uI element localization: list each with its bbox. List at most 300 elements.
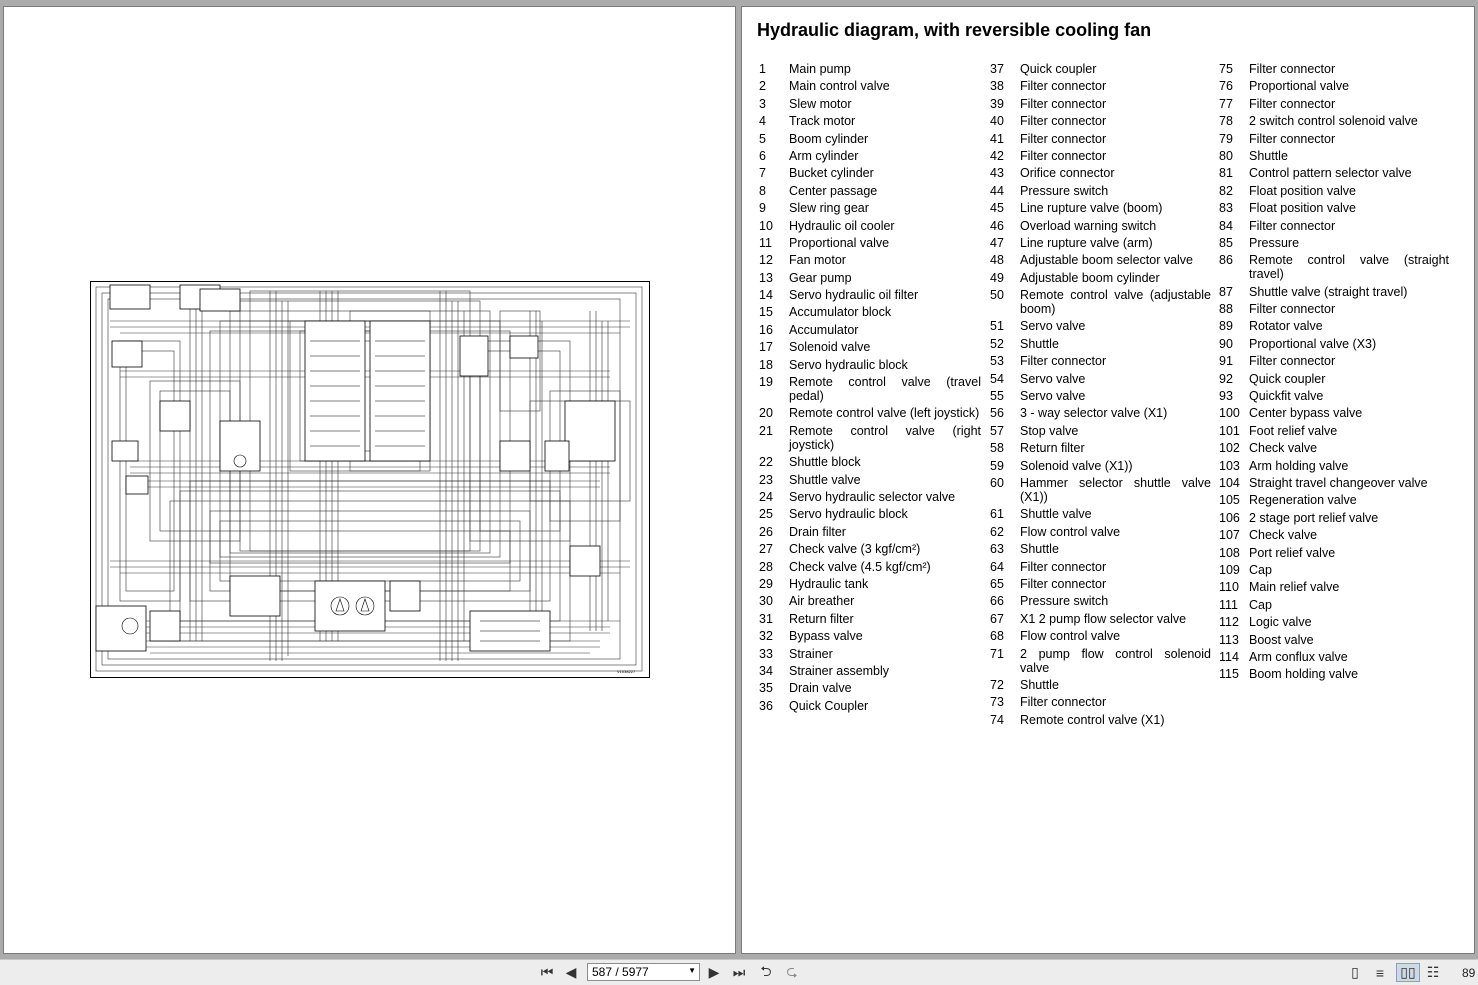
legend-number: 92 — [1219, 371, 1233, 386]
legend-item — [759, 79, 981, 93]
legend-item — [990, 114, 1211, 128]
legend-label: Filter connector — [1020, 96, 1107, 111]
legend-item — [1219, 441, 1449, 455]
legend-item — [1219, 598, 1449, 612]
legend-item — [1219, 580, 1449, 594]
legend-item — [759, 681, 981, 695]
legend-item — [990, 612, 1211, 626]
legend-label: Filter connector — [1020, 79, 1107, 94]
legend-item — [990, 271, 1211, 285]
legend-label: X1 2 pump flow selector valve — [1020, 611, 1187, 626]
legend-label: Air breather — [789, 594, 855, 609]
legend-label: Pressure switch — [1020, 594, 1109, 609]
legend-item — [1219, 372, 1449, 386]
go-back-icon[interactable]: ⮌ — [760, 962, 772, 979]
legend-label: Accumulator block — [789, 305, 892, 320]
legend-label: Shuttle valve — [789, 472, 861, 487]
legend-item — [1219, 424, 1449, 438]
legend-item — [990, 62, 1211, 76]
legend-label: Remote control valve (straight travel) — [1249, 253, 1449, 282]
legend-item — [1219, 285, 1449, 299]
facing-continuous-icon[interactable]: ☷ — [1426, 964, 1440, 980]
legend-number: 115 — [1219, 667, 1239, 682]
legend-item — [759, 114, 981, 128]
legend-number: 90 — [1219, 336, 1233, 351]
legend-number: 32 — [759, 629, 773, 644]
legend-label: Arm conflux valve — [1249, 649, 1348, 664]
legend-label: Arm holding valve — [1249, 458, 1349, 473]
legend-number: 60 — [990, 475, 1004, 490]
legend-number: 9 — [759, 201, 766, 216]
legend-number: 28 — [759, 559, 773, 574]
legend-number: 21 — [759, 423, 773, 438]
legend-item — [759, 664, 981, 678]
legend-number: 91 — [1219, 354, 1233, 369]
legend-item — [759, 219, 981, 233]
legend-item — [1219, 546, 1449, 560]
legend-label: Main relief valve — [1249, 580, 1340, 595]
legend-number: 114 — [1219, 649, 1239, 664]
continuous-icon[interactable]: ≡ — [1375, 964, 1385, 981]
legend-number: 85 — [1219, 235, 1233, 250]
legend-label: Shuttle valve (straight travel) — [1249, 284, 1408, 299]
legend-item — [1219, 476, 1449, 490]
legend-number: 109 — [1219, 562, 1240, 577]
legend-number: 56 — [990, 406, 1004, 421]
legend-label: Filter connector — [1020, 559, 1107, 574]
legend-item — [759, 699, 981, 713]
legend-item — [1219, 184, 1449, 198]
legend-number: 75 — [1219, 62, 1233, 76]
legend-number: 100 — [1219, 406, 1240, 421]
legend-label: Shuttle — [1020, 336, 1059, 351]
legend-number: 4 — [759, 114, 766, 129]
legend-number: 107 — [1219, 528, 1240, 543]
legend-item — [990, 406, 1211, 420]
legend-label: Overload warning switch — [1020, 218, 1157, 233]
legend-label: Solenoid valve (X1)) — [1020, 458, 1133, 473]
legend-item — [990, 507, 1211, 521]
legend-item — [1219, 493, 1449, 507]
legend-number: 6 — [759, 148, 766, 163]
legend-item — [759, 455, 981, 469]
legend-label: 3 - way selector valve (X1) — [1020, 406, 1168, 421]
legend-number: 15 — [759, 305, 773, 320]
legend-label: Gear pump — [789, 270, 852, 285]
legend-label: Shuttle — [1020, 542, 1059, 557]
legend-number: 2 — [759, 79, 766, 94]
legend-item — [759, 236, 981, 250]
legend-column-3 — [1219, 62, 1449, 685]
page-title: Hydraulic diagram, with reversible cooling fan — [757, 20, 1152, 40]
legend-label: Remote control valve (right joystick) — [789, 423, 981, 452]
legend-number: 71 — [990, 646, 1004, 661]
legend-label: Line rupture valve (arm) — [1020, 235, 1153, 250]
legend-item — [1219, 319, 1449, 333]
legend-number: 112 — [1219, 615, 1239, 630]
legend-label: Shuttle block — [789, 455, 861, 470]
legend-label: Orifice connector — [1020, 166, 1115, 181]
legend-item — [759, 358, 981, 372]
legend-item — [990, 219, 1211, 233]
legend-label: Filter connector — [1020, 114, 1107, 129]
legend-number: 14 — [759, 288, 773, 303]
right-page — [741, 6, 1475, 954]
legend-number: 23 — [759, 472, 773, 487]
legend-item — [1219, 79, 1449, 93]
legend-number: 3 — [759, 96, 766, 111]
legend-number: 8 — [759, 183, 766, 198]
legend-item — [759, 97, 981, 111]
legend-item — [1219, 97, 1449, 111]
legend-label: Control pattern selector valve — [1249, 166, 1412, 181]
legend-number: 88 — [1219, 302, 1233, 317]
legend-label: Remote control valve (travel pedal) — [789, 375, 981, 404]
legend-item — [759, 577, 981, 591]
legend-item — [990, 354, 1211, 368]
legend-item — [990, 424, 1211, 438]
legend-number: 17 — [759, 340, 773, 355]
legend-item — [1219, 132, 1449, 146]
legend-item — [990, 577, 1211, 591]
legend-item — [759, 424, 981, 452]
legend-label: Filter connector — [1249, 302, 1336, 317]
legend-item — [1219, 354, 1449, 368]
legend-label: Strainer assembly — [789, 663, 890, 678]
legend-label: Return filter — [789, 611, 854, 626]
legend-label: Shuttle valve — [1020, 507, 1092, 522]
legend-column-1 — [759, 62, 981, 716]
legend-item — [1219, 615, 1449, 629]
legend-number: 87 — [1219, 284, 1233, 299]
legend-number: 110 — [1219, 580, 1239, 595]
legend-label: Servo hydraulic oil filter — [789, 288, 919, 303]
legend-item — [990, 713, 1211, 727]
legend-number: 74 — [990, 712, 1004, 727]
go-forward-icon[interactable]: ⮎ — [786, 962, 798, 979]
legend-label: Center passage — [789, 183, 878, 198]
legend-label: Stop valve — [1020, 423, 1079, 438]
legend-item — [759, 305, 981, 319]
legend-number: 44 — [990, 183, 1004, 198]
legend-number: 86 — [1219, 253, 1233, 268]
legend-number: 48 — [990, 253, 1004, 268]
legend-number: 27 — [759, 542, 773, 557]
legend-number: 93 — [1219, 389, 1233, 404]
legend-label: Quickfit valve — [1249, 389, 1324, 404]
legend-item — [759, 166, 981, 180]
legend-number: 104 — [1219, 475, 1240, 490]
legend-number: 26 — [759, 524, 773, 539]
legend-number: 54 — [990, 371, 1004, 386]
legend-item — [759, 253, 981, 267]
legend-label: Slew motor — [789, 96, 852, 111]
legend-number: 45 — [990, 201, 1004, 216]
legend-label: Filter connector — [1020, 576, 1107, 591]
legend-item — [1219, 511, 1449, 525]
legend-label: Pressure — [1249, 235, 1300, 250]
legend-item — [990, 441, 1211, 455]
legend-item — [1219, 563, 1449, 577]
legend-item — [990, 97, 1211, 111]
legend-item — [759, 271, 981, 285]
legend-label: Rotator valve — [1249, 319, 1323, 334]
legend-item — [990, 476, 1211, 504]
legend-item — [1219, 149, 1449, 163]
legend-item — [990, 236, 1211, 250]
legend-label: Boom cylinder — [789, 131, 869, 146]
legend-item — [759, 406, 981, 420]
legend-item — [990, 149, 1211, 163]
legend-item — [759, 132, 981, 146]
legend-item — [990, 560, 1211, 574]
legend-label: Proportional valve — [1249, 79, 1350, 94]
legend-number: 102 — [1219, 441, 1240, 456]
legend-label: Check valve (4.5 kgf/cm²) — [789, 559, 931, 574]
legend-number: 53 — [990, 354, 1004, 369]
legend-label: Cap — [1249, 562, 1272, 577]
legend-label: Shuttle — [1020, 677, 1059, 692]
legend-number: 12 — [759, 253, 773, 268]
legend-item — [990, 695, 1211, 709]
legend-label: Check valve (3 kgf/cm²) — [789, 542, 921, 557]
legend-label: Accumulator — [789, 322, 859, 337]
legend-item — [759, 612, 981, 626]
legend-label: 2 stage port relief valve — [1249, 510, 1379, 525]
legend-number: 22 — [759, 455, 773, 470]
legend-item — [759, 490, 981, 504]
legend-label: Solenoid valve — [789, 340, 871, 355]
legend-item — [1219, 219, 1449, 233]
legend-number: 58 — [990, 441, 1004, 456]
legend-label: Regeneration valve — [1249, 493, 1357, 508]
legend-item — [990, 79, 1211, 93]
legend-label: Adjustable boom selector valve — [1020, 253, 1194, 268]
legend-item — [759, 149, 981, 163]
legend-item — [1219, 528, 1449, 542]
prev-page-icon[interactable]: ◀ — [565, 964, 577, 980]
legend-label: Logic valve — [1249, 615, 1312, 630]
legend-label: Boost valve — [1249, 632, 1314, 647]
legend-number: 61 — [990, 507, 1004, 522]
legend-label: Flow control valve — [1020, 524, 1121, 539]
legend-item — [990, 389, 1211, 403]
legend-number: 108 — [1219, 545, 1240, 560]
legend-label: Boom holding valve — [1249, 667, 1359, 682]
legend-number: 101 — [1219, 423, 1240, 438]
legend-label: Fan motor — [789, 253, 846, 268]
legend-number: 40 — [990, 114, 1004, 129]
legend-item — [1219, 650, 1449, 664]
legend-number: 105 — [1219, 493, 1240, 508]
legend-label: Pressure switch — [1020, 183, 1109, 198]
zoom-level[interactable]: 89 — [1462, 966, 1476, 980]
legend-number: 52 — [990, 336, 1004, 351]
legend-number: 31 — [759, 611, 773, 626]
first-page-icon[interactable]: ⏮ — [540, 964, 554, 980]
facing-icon[interactable]: ▯▯ — [1396, 963, 1420, 982]
legend-number: 57 — [990, 423, 1004, 438]
left-page — [3, 6, 736, 954]
legend-item — [1219, 667, 1449, 681]
legend-item — [990, 542, 1211, 556]
legend-column-2 — [990, 62, 1211, 730]
legend-label: Quick coupler — [1020, 62, 1097, 76]
legend-number: 25 — [759, 507, 773, 522]
legend-label: Filter connector — [1249, 218, 1336, 233]
legend-number: 73 — [990, 695, 1004, 710]
legend-number: 20 — [759, 406, 773, 421]
legend-number: 64 — [990, 559, 1004, 574]
legend-label: Flow control valve — [1020, 629, 1121, 644]
diagram-code: V1038227 — [617, 669, 636, 674]
legend-label: Proportional valve (X3) — [1249, 336, 1377, 351]
legend-label: Filter connector — [1249, 62, 1336, 76]
legend-number: 7 — [759, 166, 766, 181]
last-page-icon[interactable]: ⏭ — [732, 964, 746, 980]
legend-number: 46 — [990, 218, 1004, 233]
legend-label: Cap — [1249, 597, 1272, 612]
legend-number: 30 — [759, 594, 773, 609]
legend-label: Filter connector — [1249, 131, 1336, 146]
legend-number: 65 — [990, 576, 1004, 591]
page-number-input[interactable] — [587, 963, 700, 981]
legend-item — [990, 253, 1211, 267]
legend-number: 43 — [990, 166, 1004, 181]
legend-label: Float position valve — [1249, 201, 1357, 216]
legend-number: 67 — [990, 611, 1004, 626]
legend-number: 38 — [990, 79, 1004, 94]
legend-number: 11 — [759, 235, 772, 250]
legend-item — [1219, 253, 1449, 281]
legend-item — [759, 629, 981, 643]
legend-number: 50 — [990, 288, 1004, 303]
legend-label: Hydraulic tank — [789, 576, 869, 591]
legend-item — [759, 184, 981, 198]
legend-item — [990, 629, 1211, 643]
legend-number: 41 — [990, 131, 1004, 146]
legend-number: 47 — [990, 235, 1004, 250]
legend-number: 76 — [1219, 79, 1233, 94]
legend-number: 24 — [759, 489, 773, 504]
legend-number: 5 — [759, 131, 766, 146]
legend-number: 36 — [759, 698, 773, 713]
legend-number: 103 — [1219, 458, 1240, 473]
legend-item — [990, 594, 1211, 608]
legend-item — [759, 542, 981, 556]
legend-label: Servo hydraulic block — [789, 357, 908, 372]
legend-label: Hammer selector shuttle valve (X1)) — [1020, 475, 1211, 504]
legend-item — [990, 459, 1211, 473]
legend-label: Float position valve — [1249, 183, 1357, 198]
legend-number: 33 — [759, 646, 773, 661]
legend-item — [1219, 62, 1449, 76]
legend-item — [1219, 114, 1449, 128]
legend-number: 82 — [1219, 183, 1233, 198]
legend-number: 34 — [759, 663, 773, 678]
legend-number: 16 — [759, 322, 773, 337]
legend-label: Line rupture valve (boom) — [1020, 201, 1163, 216]
legend-label: Remote control valve (X1) — [1020, 712, 1165, 727]
legend-item — [759, 473, 981, 487]
legend-item — [1219, 459, 1449, 473]
legend-label: Quick coupler — [1249, 371, 1326, 386]
legend-label: Filter connector — [1020, 695, 1107, 710]
legend-number: 59 — [990, 458, 1004, 473]
legend-number: 42 — [990, 148, 1004, 163]
legend-number: 35 — [759, 681, 773, 696]
legend-label: Drain valve — [789, 681, 852, 696]
legend-label: Shuttle — [1249, 148, 1288, 163]
legend-label: Servo valve — [1020, 371, 1086, 386]
legend-number: 62 — [990, 524, 1004, 539]
legend-item — [990, 337, 1211, 351]
legend-item — [990, 525, 1211, 539]
legend-item — [990, 166, 1211, 180]
single-page-icon[interactable]: ▯ — [1351, 964, 1359, 980]
legend-number: 39 — [990, 96, 1004, 111]
legend-label: Hydraulic oil cooler — [789, 218, 895, 233]
legend-item — [759, 525, 981, 539]
legend-number: 77 — [1219, 96, 1233, 111]
next-page-icon[interactable]: ▶ — [708, 964, 720, 980]
legend-item — [1219, 302, 1449, 316]
legend-label: Return filter — [1020, 441, 1085, 456]
legend-number: 72 — [990, 677, 1004, 692]
legend-label: Servo hydraulic block — [789, 507, 908, 522]
legend-number: 49 — [990, 270, 1004, 285]
legend-label: Track motor — [789, 114, 856, 129]
legend-item — [990, 288, 1211, 316]
legend-item — [1219, 389, 1449, 403]
legend-label: Remote control valve (adjustable boom) — [1020, 288, 1211, 317]
legend-label: 2 switch control solenoid valve — [1249, 114, 1418, 129]
legend-label: Center bypass valve — [1249, 406, 1363, 421]
legend-number: 10 — [759, 218, 773, 233]
legend-item — [990, 132, 1211, 146]
legend-label: Remote control valve (left joystick) — [789, 406, 980, 421]
legend-number: 89 — [1219, 319, 1233, 334]
legend-item — [759, 647, 981, 661]
legend-label: Adjustable boom cylinder — [1020, 270, 1160, 285]
legend-number: 81 — [1219, 166, 1233, 181]
legend-number: 80 — [1219, 148, 1233, 163]
legend-item — [990, 184, 1211, 198]
legend-label: Straight travel changeover valve — [1249, 475, 1428, 490]
legend-number: 18 — [759, 357, 773, 372]
legend-label: Strainer — [789, 646, 833, 661]
legend-label: Servo valve — [1020, 389, 1086, 404]
legend-number: 51 — [990, 319, 1004, 334]
legend-label: Arm cylinder — [789, 148, 859, 163]
page-dropdown-icon[interactable]: ▼ — [688, 966, 696, 975]
legend-label: Bypass valve — [789, 629, 863, 644]
legend-label: Drain filter — [789, 524, 846, 539]
legend-number: 84 — [1219, 218, 1233, 233]
legend-item — [759, 340, 981, 354]
legend-number: 113 — [1219, 632, 1239, 647]
legend-item — [759, 375, 981, 403]
legend-number: 1 — [759, 62, 766, 76]
legend-item — [759, 201, 981, 215]
legend-label: Bucket cylinder — [789, 166, 874, 181]
legend-number: 68 — [990, 629, 1004, 644]
legend-label: Filter connector — [1249, 354, 1336, 369]
legend-number: 19 — [759, 375, 773, 390]
legend-label: Foot relief valve — [1249, 423, 1338, 438]
legend-item — [1219, 337, 1449, 351]
diagram-drawing — [90, 281, 650, 678]
